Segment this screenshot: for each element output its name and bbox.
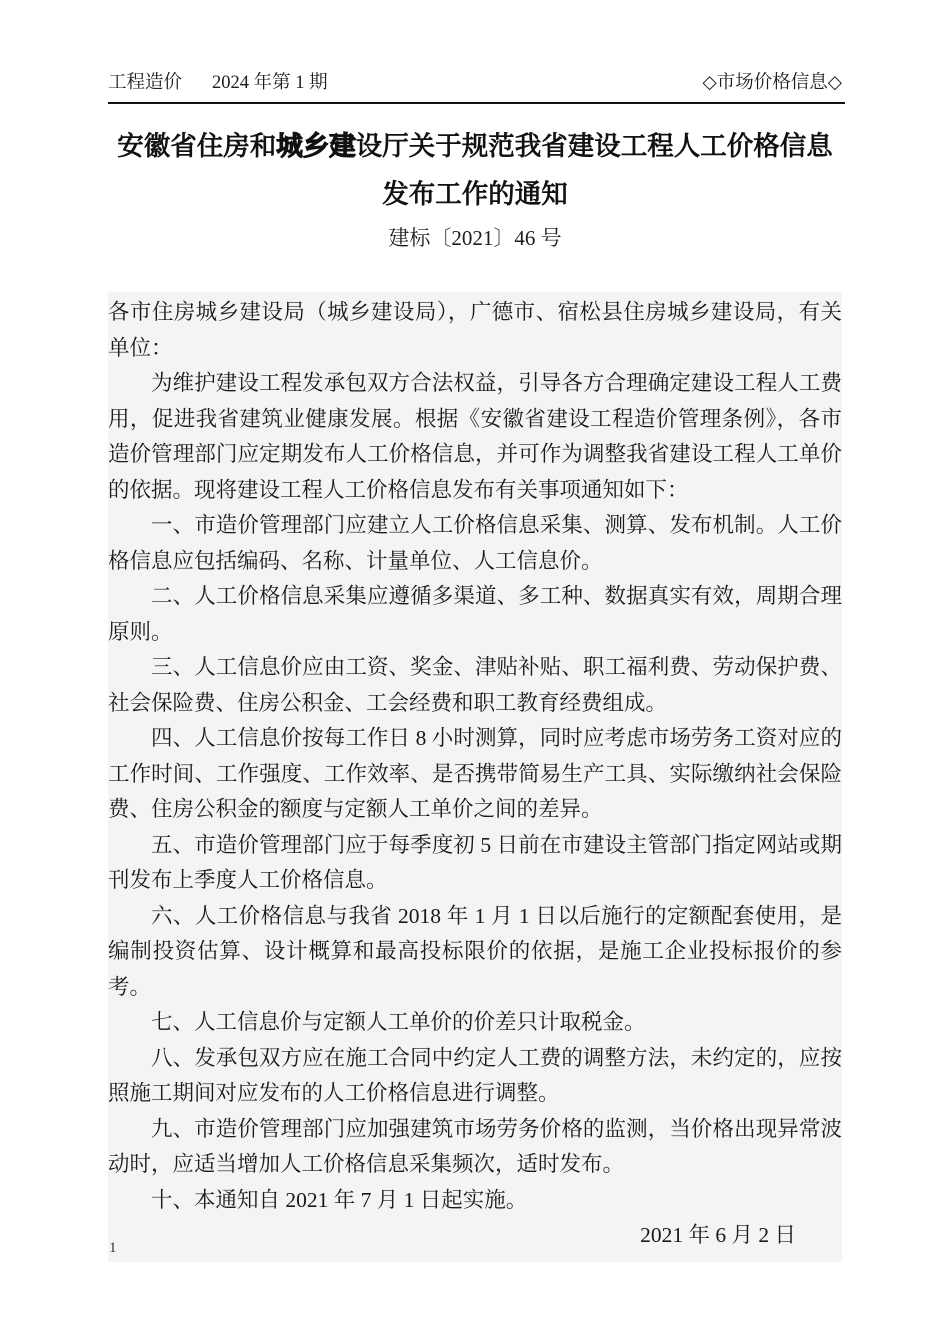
paragraph-item-1: 一、市造价管理部门应建立人工价格信息采集、测算、发布机制。人工价格信息应包括编码、名称、计量单位、人工信息价。 [108, 513, 842, 573]
journal-issue: 2024 年第 1 期 [212, 73, 328, 93]
document-title [108, 122, 842, 218]
paragraph-item-3: 三、人工信息价应由工资、奖金、津贴补贴、职工福利费、劳动保护费、社会保险费、住房公积金、工会经费和职工教育经费组成。 [108, 655, 842, 715]
document-title-line2: 发布工作的通知 [382, 179, 568, 209]
running-head-left [108, 68, 328, 94]
page-number: 1 [109, 1240, 117, 1256]
running-head [108, 68, 842, 94]
paragraph-item-9: 九、市造价管理部门应加强建筑市场劳务价格的监测，当价格出现异常波动时，应适当增加人工价格信息采集频次，适时发布。 [108, 1116, 842, 1176]
running-head-section: ◇市场价格信息◇ [702, 73, 842, 93]
paragraph-item-5: 五、市造价管理部门应于每季度初 5 日前在市建设主管部门指定网站或期刊发布上季度人工价格信息。 [108, 832, 842, 892]
paragraph-intro: 为维护建设工程发承包双方合法权益，引导各方合理确定建设工程人工费用，促进我省建筑业健康发展。根据《安徽省建设工程造价管理条例》，各市造价管理部门应定期发布人工价格信息，并可作为调整我省建设工程人工单价的依据。现将建设工程人工价格信息发布有关事项通知如下： [108, 371, 842, 502]
paragraph-addressees: 各市住房城乡建设局（城乡建设局），广德市、宿松县住房城乡建设局，有关单位： [108, 300, 842, 360]
paragraph-item-8: 八、发承包双方应在施工合同中约定人工费的调整方法，未约定的，应按照施工期间对应发布的人工价格信息进行调整。 [108, 1045, 842, 1105]
title-line1-post: 设厅关于规范我省建设工程人工价格信息 [355, 131, 833, 161]
paragraph-item-6: 六、人工价格信息与我省 2018 年 1 月 1 日以后施行的定额配套使用，是编制投资估算、设计概算和最高投标限价的依据，是施工企业投标报价的参考。 [108, 903, 842, 999]
title-line1-bold: 城乡建 [276, 131, 356, 161]
document-title-line1 [108, 122, 842, 170]
document-number: 建标〔2021〕46 号 [388, 226, 562, 250]
paragraph-item-2: 二、人工价格信息采集应遵循多渠道、多工种、数据真实有效，周期合理原则。 [108, 584, 842, 644]
signature-date: 2021 年 6 月 2 日 [640, 1223, 796, 1247]
paragraph-item-4: 四、人工信息价按每工作日 8 小时测算，同时应考虑市场劳务工资对应的工作时间、工作强度、工作效率、是否携带简易生产工具、实际缴纳社会保险费、住房公积金的额度与定额人工单价之间的差异。 [108, 726, 842, 821]
title-line1-pre: 安徽省住房和 [117, 131, 277, 161]
document-body [108, 292, 842, 1262]
journal-title: 工程造价 [108, 73, 183, 93]
paragraph-item-7: 七、人工信息价与定额人工单价的价差只计取税金。 [151, 1010, 646, 1034]
paragraph-item-10: 十、本通知自 2021 年 7 月 1 日起实施。 [151, 1187, 528, 1212]
header-rule [108, 102, 845, 104]
